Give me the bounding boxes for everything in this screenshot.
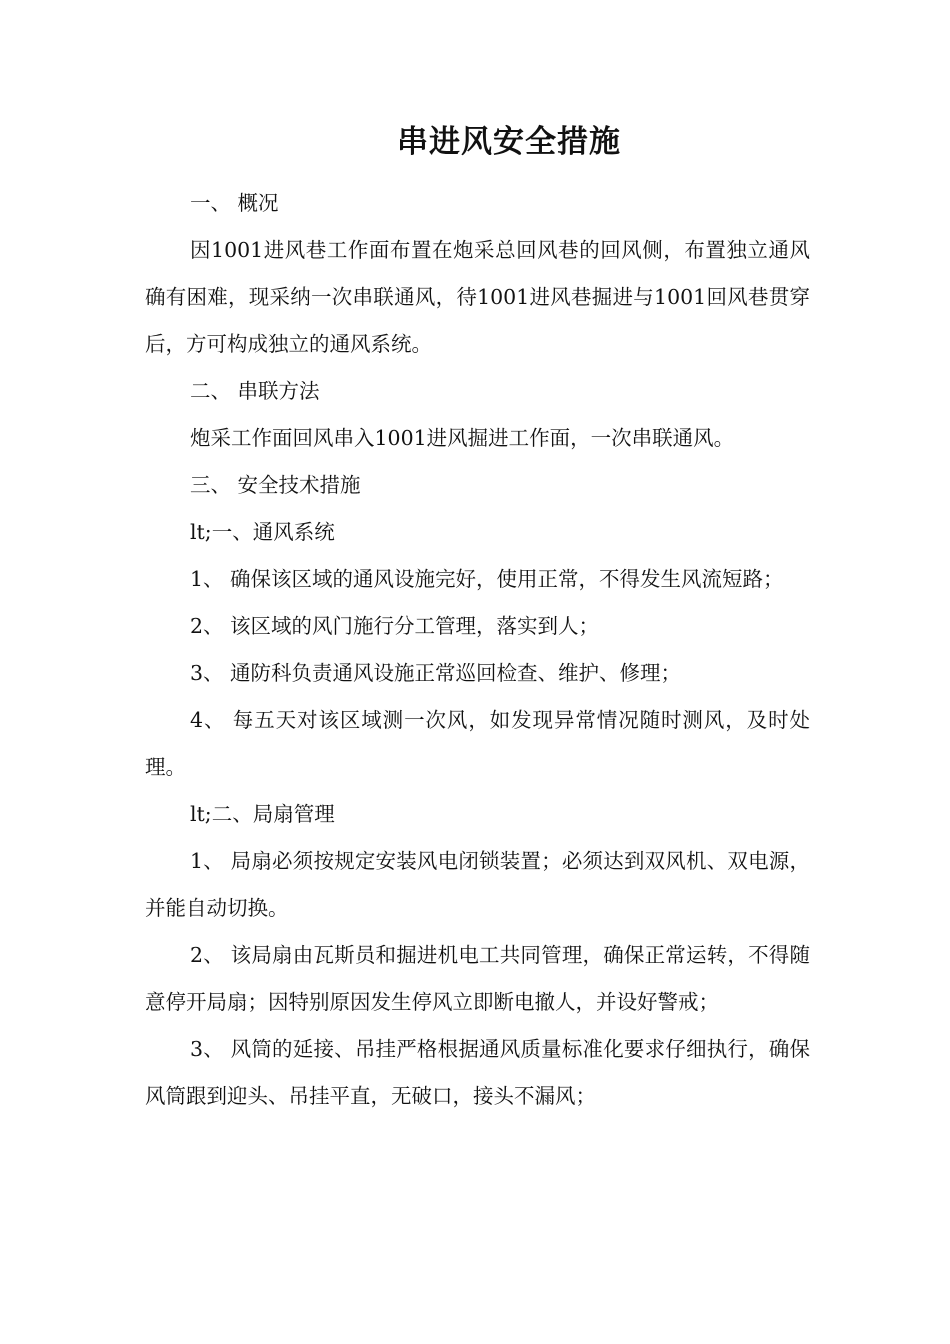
section-heading-overview: 一、 概况 xyxy=(190,191,279,215)
subheading-fan-management: lt;二、局扇管理 xyxy=(190,802,335,826)
section-heading-safety: 三、 安全技术措施 xyxy=(190,473,361,497)
list-item: 1、 确保该区域的通风设施完好，使用正常，不得发生风流短路； xyxy=(190,567,784,591)
list-item: 3、 通防科负责通风设施正常巡回检查、维护、修理； xyxy=(190,661,682,685)
subheading-ventilation: lt;一、通风系统 xyxy=(190,520,335,544)
section-heading-method: 二、 串联方法 xyxy=(190,379,320,403)
paragraph-method: 炮采工作面回风串入1001进风掘进工作面，一次串联通风。 xyxy=(190,426,735,450)
list-item: 4、 每五天对该区域测一次风，如发现异常情况随时测风，及时处理。 xyxy=(145,708,810,779)
document-title: 串进风安全措施 xyxy=(397,124,621,160)
list-item: 3、 风筒的延接、吊挂严格根据通风质量标准化要求仔细执行，确保风筒跟到迎头、吊挂平直，无破口，接头不漏风； xyxy=(145,1037,810,1108)
list-item: 2、 该局扇由瓦斯员和掘进机电工共同管理，确保正常运转，不得随意停开局扇；因特别原因发生停风立即断电撤人，并设好警戒； xyxy=(145,943,810,1014)
document-body xyxy=(145,180,810,1120)
list-item: 2、 该区域的风门施行分工管理，落实到人； xyxy=(190,614,600,638)
paragraph-overview: 因1001进风巷工作面布置在炮采总回风巷的回风侧，布置独立通风确有困难，现采纳一次串联通风，待1001进风巷掘进与1001回风巷贯穿后，方可构成独立的通风系统。 xyxy=(145,238,810,356)
list-item: 1、 局扇必须按规定安装风电闭锁装置；必须达到双风机、双电源，并能自动切换。 xyxy=(145,849,810,920)
